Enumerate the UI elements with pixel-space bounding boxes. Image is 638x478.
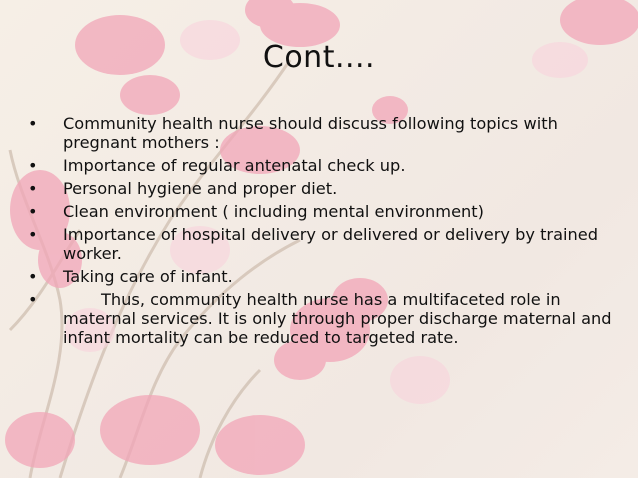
bullet-text: Importance of regular antenatal check up. (63, 156, 406, 175)
bullet-text: Community health nurse should discuss following topics with pregnant mothers : (63, 114, 558, 152)
bullet-text: Importance of hospital delivery or delivered or delivery by trained worker. (63, 225, 599, 263)
list-item (28, 114, 618, 152)
bullet-text: Clean environment ( including mental environment) (63, 202, 484, 221)
list-item (28, 156, 618, 175)
bullet-dot: • (28, 202, 38, 221)
bullet-dot: • (28, 114, 38, 133)
list-item (28, 267, 618, 286)
list-item (28, 290, 618, 347)
slide-title: Cont.... (262, 40, 376, 75)
bullet-dot: • (28, 290, 38, 309)
bullet-text: Taking care of infant. (63, 267, 233, 286)
bullet-list (28, 114, 618, 351)
bullet-text: Personal hygiene and proper diet. (63, 179, 338, 198)
list-item (28, 179, 618, 198)
bullet-dot: • (28, 225, 38, 244)
list-item (28, 225, 618, 263)
bullet-dot: • (28, 179, 38, 198)
bullet-dot: • (28, 156, 38, 175)
bullet-dot: • (28, 267, 38, 286)
list-item (28, 202, 618, 221)
bullet-text: Thus, community health nurse has a multifaceted role in maternal services. It is only through proper discharge maternal and infant mortality can be reduced to targeted rate. (63, 290, 612, 347)
